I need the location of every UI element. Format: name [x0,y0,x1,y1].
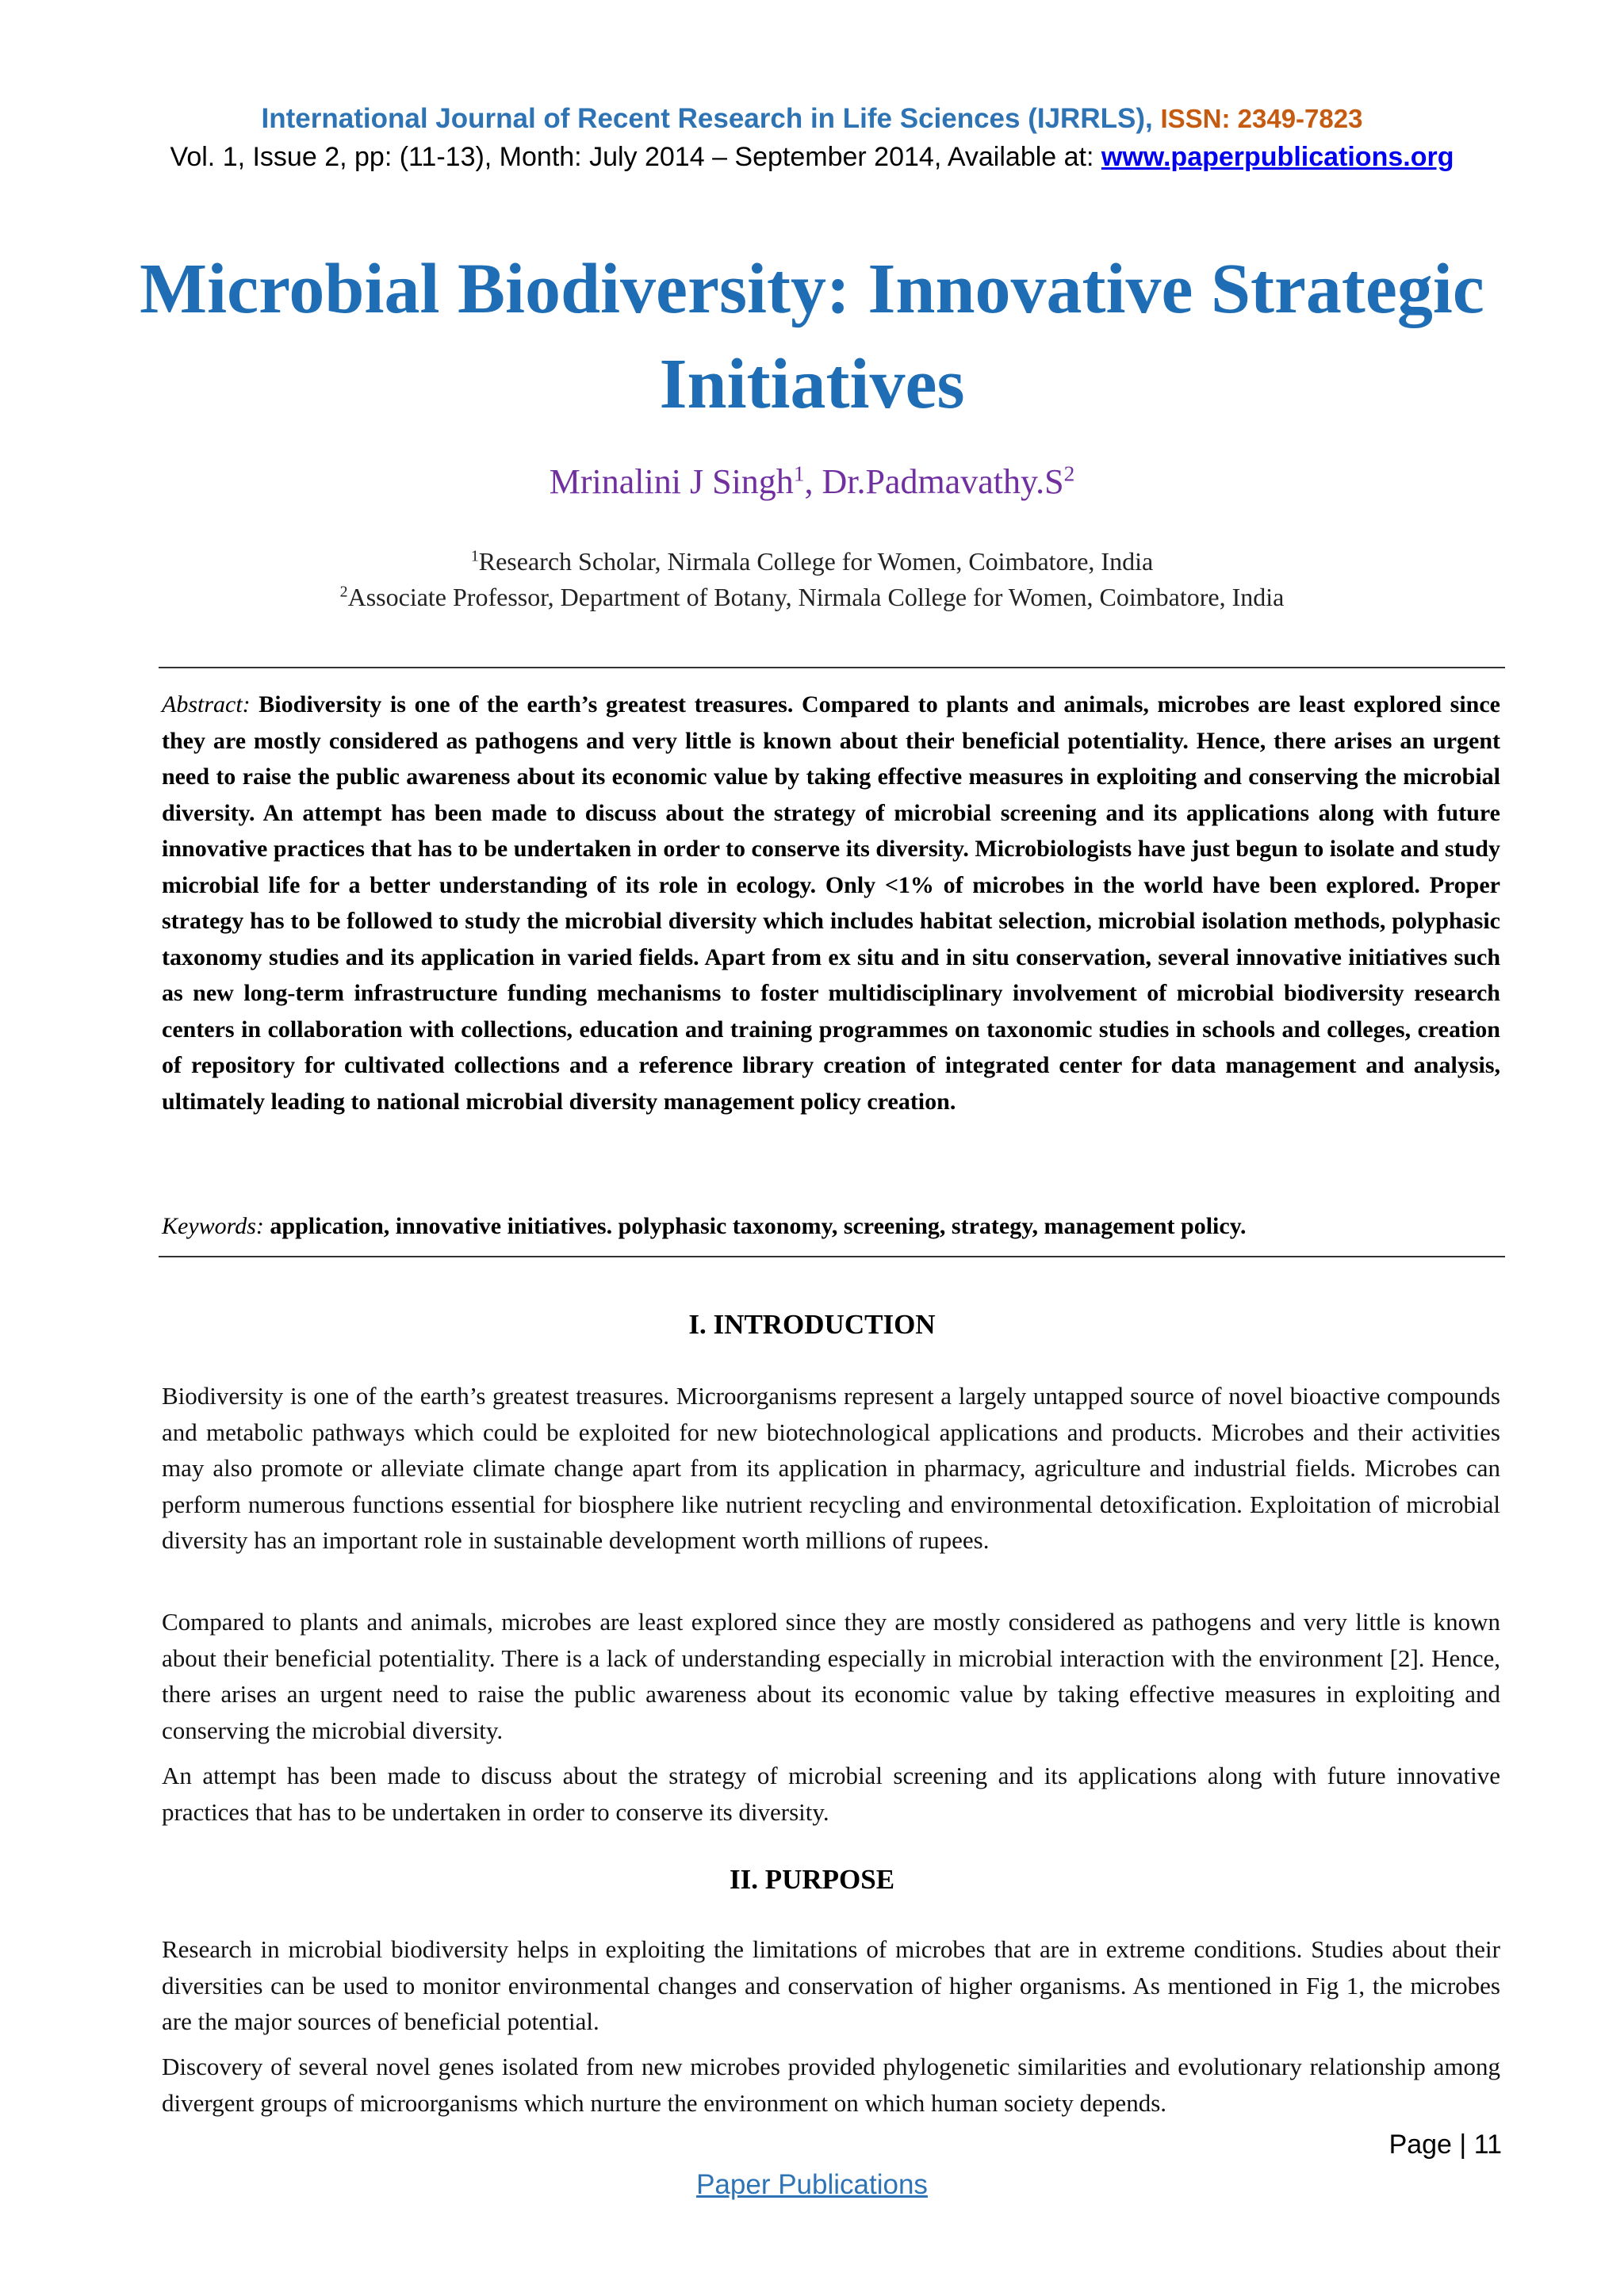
section-heading-introduction: I. INTRODUCTION [688,1309,936,1340]
author-separator: , [804,462,822,501]
abstract-label: Abstract: [162,691,251,718]
author-superscript: 2 [1063,461,1075,486]
paragraph: Compared to plants and animals, microbes are least explored since they are mostly considered as pathogens and very little is known about their beneficial potentiality. There is a lack of understanding especially in microbial interaction with the environment [2]. Hence, there arises an urgent need to raise the public awareness about its economic value by taking effective measures in exploiting and conserving the microbial diversity. [162,1608,1500,1744]
paragraph: An attempt has been made to discuss about the strategy of microbial screening and its applications along with future innovative practices that has to be undertaken in order to conserve its diversity. [162,1762,1500,1826]
paper-title: Microbial Biodiversity: Innovative Strategic Initiatives [140,250,1484,423]
journal-website-link[interactable]: www.paperpublications.org [1101,142,1454,172]
author-superscript: 1 [793,461,805,486]
journal-title-line [0,100,1624,138]
author-name: Mrinalini J Singh [549,462,794,501]
abstract-text: Biodiversity is one of the earth’s greatest treasures. Compared to plants and animals, microbes are least explored since they are mostly considered as pathogens and very little is known about their beneficial potentiality. Hence, there arises an urgent need to raise the public awareness about its economic value by taking effective measures in exploiting and conserving the microbial diversity. An attempt has been made to discuss about the strategy of microbial screening and its applications along with future innovative practices that has to be undertaken in order to conserve its diversity. Microbiologists have just begun to isolate and study microbial life for a better understanding of its role in ecology. Only <1% of microbes in the world have been explored. Proper strategy has to be followed to study the microbial diversity which includes habitat selection, microbial isolation methods, polyphasic taxonomy studies and its application in varied fields. Apart from ex situ and in situ conservation, several innovative initiatives such as new long-term infrastructure funding mechanisms to foster multidisciplinary involvement of microbial biodiversity research centers in collaboration with collections, education and training programmes on taxonomic studies in schools and colleges, creation of repository for cultivated collections and a reference library creation of integrated center for data management and analysis, ultimately leading to national microbial diversity management policy creation. [162,691,1500,1115]
affiliation-superscript: 2 [339,583,348,601]
affiliation [0,580,1624,615]
section-heading-purpose: II. PURPOSE [729,1864,895,1895]
affiliation-list [0,544,1624,615]
keywords-label: Keywords: [162,1213,264,1239]
paragraph: Discovery of several novel genes isolated from new microbes provided phylogenetic similarities and evolutionary relationship among divergent groups of microorganisms which nurture the environment on which human society depends. [162,2053,1500,2117]
keywords-text: application, innovative initiatives. polyphasic taxonomy, screening, strategy, management policy. [263,1213,1247,1239]
author-list [0,458,1624,506]
journal-name: International Journal of Recent Research in Life Sciences (IJRRLS), [261,103,1161,134]
paragraph: Biodiversity is one of the earth’s greatest treasures. Microorganisms represent a largely untapped source of novel bioactive compounds and metabolic pathways which could be exploited for new biotechnological applications and products. Microbes and their activities may also promote or alleviate climate change apart from its application in pharmacy, agriculture and industrial fields. Microbes can perform numerous functions essential for biosphere like nutrient recycling and environmental detoxification. Exploitation of microbial diversity has an important role in sustainable development worth millions of rupees. [162,1382,1500,1554]
footer [0,2167,1624,2203]
journal-header [0,100,1624,176]
journal-issn: ISSN: 2349-7823 [1160,104,1363,133]
abstract-top-rule [159,667,1505,668]
page-number: Page | 11 [1388,2130,1502,2160]
keywords [162,1208,1500,1244]
volume-info: Vol. 1, Issue 2, pp: (11-13), Month: July 2014 – September 2014, Available at: [170,142,1101,172]
abstract [162,687,1500,1119]
affiliation-text: Research Scholar, Nirmala College for Women, Coimbatore, India [478,547,1154,576]
abstract-bottom-rule [159,1256,1505,1257]
author-name: Dr.Padmavathy.S [822,462,1064,501]
affiliation [0,544,1624,580]
affiliation-text: Associate Professor, Department of Botany, Nirmala College for Women, Coimbatore, India [347,583,1285,611]
paragraph: Research in microbial biodiversity helps in exploiting the limitations of microbes that are in extreme conditions. Studies about their diversities can be used to monitor environmental changes and conservation of higher organisms. As mentioned in Fig 1, the microbes are the major sources of beneficial potential. [162,1935,1500,2035]
affiliation-superscript: 1 [470,547,479,565]
publisher-link[interactable]: Paper Publications [696,2169,928,2200]
journal-volume-line [0,138,1624,176]
